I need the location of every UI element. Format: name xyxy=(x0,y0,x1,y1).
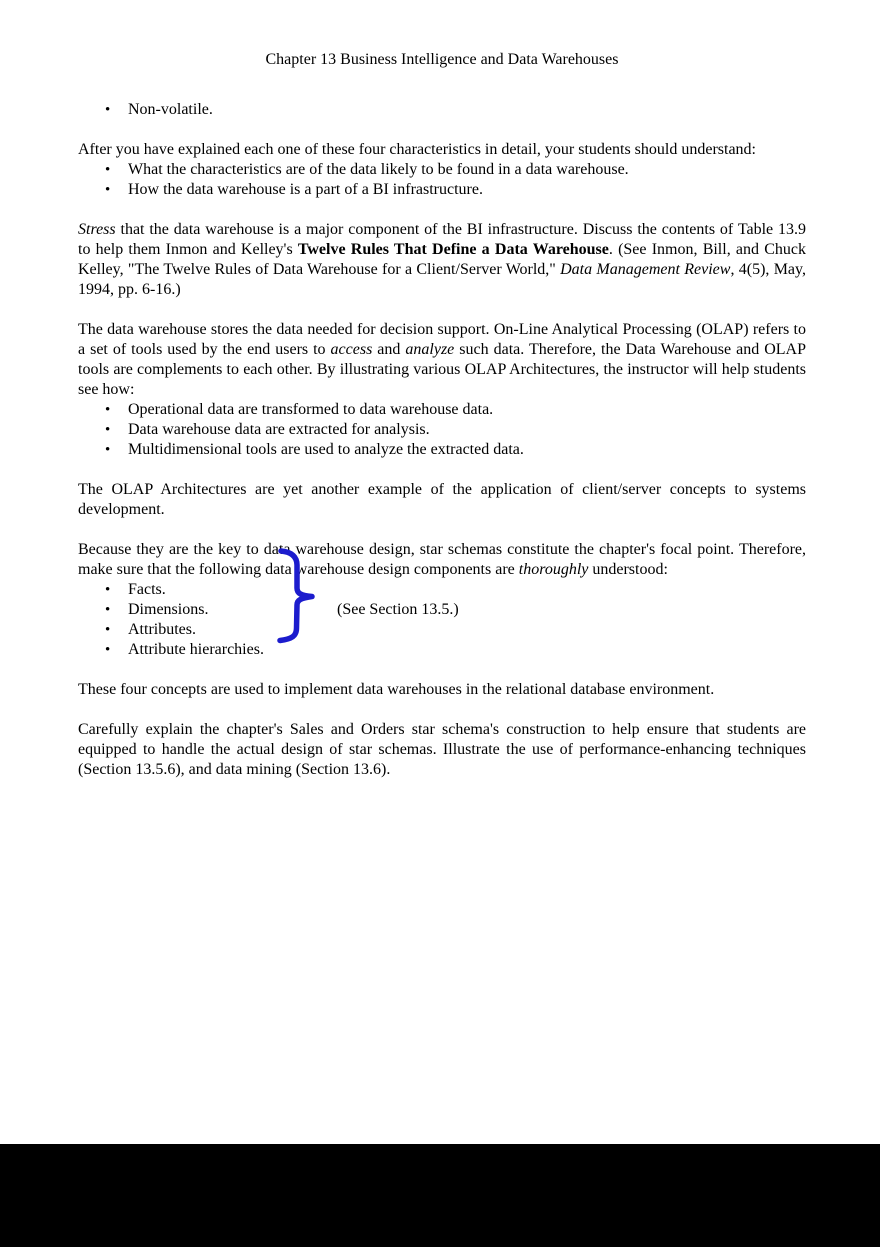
list-item-label: Attributes. xyxy=(128,621,196,638)
list-item-nonvolatile xyxy=(78,100,806,120)
list-item-bi-infrastructure xyxy=(78,180,806,200)
bullet-icon: • xyxy=(105,602,111,618)
paragraph-four-concepts: These four concepts are used to implement data warehouses in the relational database environment. xyxy=(78,681,715,698)
list-item-dimensions xyxy=(78,600,806,620)
list-item-label: Data warehouse data are extracted for analysis. xyxy=(128,421,430,438)
list-item-label: Multidimensional tools are used to analyze the extracted data. xyxy=(128,441,524,458)
paragraph-architectures: The OLAP Architectures are yet another example of the application of client/server concepts to systems development. xyxy=(78,481,806,518)
bullet-icon: • xyxy=(105,422,111,438)
bullet-icon: • xyxy=(105,642,111,658)
paragraph-olap: The data warehouse stores the data needed for decision support. On-Line Analytical Processing (OLAP) refers to a set of tools used by the end users to access and analyze such data. Therefore, the Data Warehouse and OLAP tools are complements to each other. By illustrating various OLAP Architectures, the instructor will help students see how: xyxy=(78,321,806,398)
list-item-label: How the data warehouse is a part of a BI infrastructure. xyxy=(128,181,483,198)
bullet-icon: • xyxy=(105,622,111,638)
see-section-note: (See Section 13.5.) xyxy=(337,601,459,618)
list-item-attribute-hierarchies xyxy=(78,640,806,660)
bullet-icon: • xyxy=(105,102,111,118)
list-item-attributes xyxy=(78,620,806,640)
paragraph-because: Because they are the key to data warehouse design, star schemas constitute the chapter's focal point. Therefore, make sure that the following data warehouse design components are thoroughly understood: xyxy=(78,541,806,578)
paragraph-carefully: Carefully explain the chapter's Sales and Orders star schema's construction to help ensure that students are equipped to handle the actual design of star schemas. Illustrate the use of performance-enhancing techniques (Section 13.5.6), and data mining (Section 13.6). xyxy=(78,721,806,778)
list-item-multidimensional xyxy=(78,440,806,460)
bullet-icon: • xyxy=(105,582,111,598)
list-item-label: Attribute hierarchies. xyxy=(128,641,264,658)
list-item-label: Facts. xyxy=(128,581,166,598)
document-content xyxy=(78,0,806,780)
bullet-icon: • xyxy=(105,162,111,178)
page-title: Chapter 13 Business Intelligence and Data Warehouses xyxy=(265,51,619,68)
paragraph-stress: Stress that the data warehouse is a major component of the BI infrastructure. Discuss the contents of Table 13.9 to help them Inmon and Kelley's Twelve Rules That Define a Data Warehouse. (See Inmon, Bill, and Chuck Kelley, "The Twelve Rules of Data Warehouse for a Client/Server World," Data Management Review, 4(5), May, 1994, pp. 6-16.) xyxy=(78,221,806,298)
bullet-icon: • xyxy=(105,402,111,418)
bullet-icon: • xyxy=(105,442,111,458)
list-item-facts xyxy=(78,580,806,600)
list-item-operational-data xyxy=(78,400,806,420)
list-item-label: Non-volatile. xyxy=(128,101,213,118)
list-item-characteristics xyxy=(78,160,806,180)
paragraph-after-explained: After you have explained each one of these four characteristics in detail, your students should understand: xyxy=(78,141,756,158)
scan-black-bar xyxy=(0,1144,880,1247)
list-item-label: What the characteristics are of the data likely to be found in a data warehouse. xyxy=(128,161,629,178)
bullet-icon: • xyxy=(105,182,111,198)
list-item-label: Operational data are transformed to data warehouse data. xyxy=(128,401,494,418)
list-item-extracted xyxy=(78,420,806,440)
list-item-label: Dimensions. xyxy=(128,601,209,618)
